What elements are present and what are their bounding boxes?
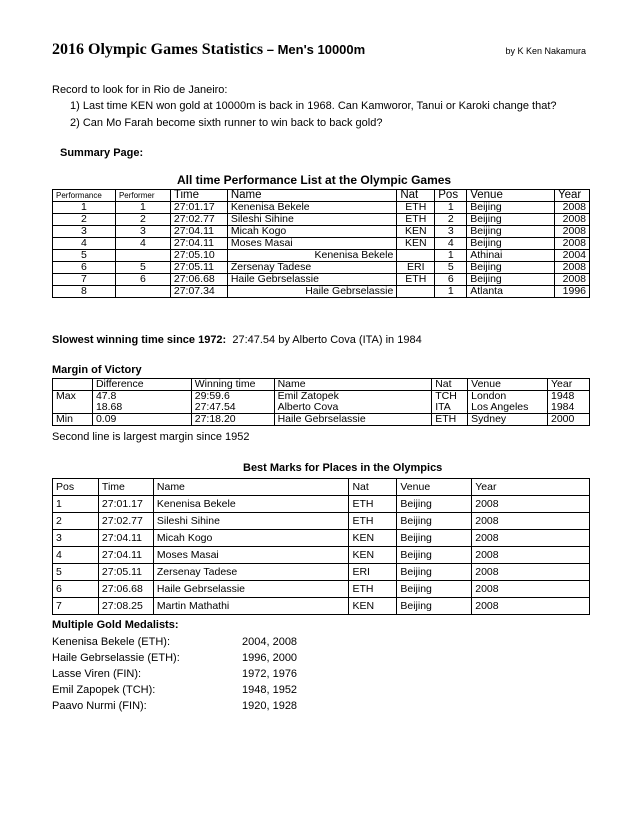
margin-min-nat: ETH: [432, 414, 468, 426]
gold-title: Multiple Gold Medalists:: [52, 619, 179, 631]
margin-min-name: Haile Gebrselassie: [274, 414, 432, 426]
cell-venue: Beijing: [467, 274, 555, 286]
cell-name: Sileshi Sihine: [153, 513, 349, 530]
col-venue: Venue: [467, 190, 555, 202]
cell-nat: ETH: [349, 496, 397, 513]
cell-nat: ERI: [397, 262, 435, 274]
cell-performer: 3: [115, 226, 170, 238]
gold-years: 1920, 1928: [242, 700, 298, 712]
cell-time: 27:06.68: [170, 274, 227, 286]
cell-pos: 1: [435, 202, 467, 214]
cell-pos: 6: [435, 274, 467, 286]
slowest-label: Slowest winning time since 1972:: [52, 334, 227, 346]
col-performer: Performer: [115, 190, 170, 202]
cell-pos: 3: [435, 226, 467, 238]
table-row: [53, 250, 590, 262]
cell-nat: [397, 250, 435, 262]
margin-col-nat: Nat: [432, 379, 468, 391]
margin-col-blank: [53, 379, 93, 391]
cell-venue: Beijing: [467, 202, 555, 214]
cell-name: Kenenisa Bekele: [227, 250, 396, 262]
cell-year: 2008: [472, 598, 590, 615]
cell-nat: ETH: [397, 214, 435, 226]
cell-year: 2008: [554, 274, 589, 286]
cell-name: Kenenisa Bekele: [227, 202, 396, 214]
list-item: [52, 700, 298, 712]
gold-years: 1948, 1952: [242, 684, 298, 696]
cell-time: 27:04.11: [170, 226, 227, 238]
cell-nat: ETH: [397, 202, 435, 214]
cell-pos: 7: [53, 598, 99, 615]
slowest-value: 27:47.54 by Alberto Cova (ITA) in 1984: [232, 334, 422, 346]
cell-time: 27:06.68: [98, 581, 153, 598]
cell-line: 29:59.6: [194, 390, 230, 402]
cell-line: ITA: [435, 401, 451, 413]
table-row: [53, 274, 590, 286]
cell-venue: Beijing: [467, 214, 555, 226]
best-col-time: Time: [98, 479, 153, 496]
cell-year: 2008: [472, 530, 590, 547]
cell-time: 27:05.11: [98, 564, 153, 581]
margin-col-year: Year: [548, 379, 590, 391]
cell-performance: 1: [53, 202, 116, 214]
cell-performance: 7: [53, 274, 116, 286]
cell-performer: 1: [115, 202, 170, 214]
col-year: Year: [554, 190, 589, 202]
cell-time: 27:02.77: [98, 513, 153, 530]
cell-pos: 1: [435, 286, 467, 298]
cell-name: Micah Kogo: [227, 226, 396, 238]
margin-col-venue: Venue: [468, 379, 548, 391]
table-row: [53, 286, 590, 298]
cell-line: Emil Zatopek: [277, 390, 339, 402]
cell-name: Micah Kogo: [153, 530, 349, 547]
gold-athlete: Haile Gebrselassie (ETH):: [52, 652, 180, 664]
margin-min-time: 27:18.20: [191, 414, 274, 426]
best-table: [52, 478, 590, 615]
cell-nat: KEN: [349, 530, 397, 547]
table-row: [53, 530, 590, 547]
cell-name: Martin Mathathi: [153, 598, 349, 615]
margin-min-row: [53, 414, 590, 426]
table-row: [53, 496, 590, 513]
intro-lead: Record to look for in Rio de Janeiro:: [52, 84, 228, 96]
cell-time: 27:05.10: [170, 250, 227, 262]
cell-line: 1948: [551, 390, 575, 402]
list-item: [52, 684, 298, 696]
cell-pos: 3: [53, 530, 99, 547]
best-col-year: Year: [472, 479, 590, 496]
margin-max-venue: [468, 391, 548, 414]
cell-year: 2008: [472, 496, 590, 513]
cell-line: 27:47.54: [194, 401, 236, 413]
best-col-name: Name: [153, 479, 349, 496]
margin-max-time: [191, 391, 274, 414]
cell-name: Moses Masai: [227, 238, 396, 250]
gold-athlete: Paavo Nurmi (FIN):: [52, 700, 147, 712]
intro-item-2: 2) Can Mo Farah become sixth runner to win back to back gold?: [70, 117, 383, 129]
table-row: [53, 226, 590, 238]
cell-time: 27:01.17: [98, 496, 153, 513]
cell-venue: Beijing: [467, 262, 555, 274]
perf-header-row: [53, 190, 590, 202]
cell-venue: Beijing: [397, 598, 472, 615]
list-item: [52, 636, 298, 648]
cell-line: TCH: [435, 390, 457, 402]
cell-line: Los Angeles: [471, 401, 529, 413]
margin-max-label: Max: [53, 391, 93, 414]
cell-venue: Beijing: [467, 226, 555, 238]
byline: by K Ken Nakamura: [505, 46, 586, 56]
margin-header-row: [53, 379, 590, 391]
title-main: 2016 Olympic Games Statistics: [52, 41, 264, 58]
gold-athlete: Lasse Viren (FIN):: [52, 668, 142, 680]
cell-venue: Atlanta: [467, 286, 555, 298]
table-row: [53, 547, 590, 564]
margin-min-difference: 0.09: [92, 414, 191, 426]
cell-line: 1984: [551, 401, 575, 413]
margin-note: Second line is largest margin since 1952: [52, 431, 250, 443]
cell-performance: 4: [53, 238, 116, 250]
cell-pos: 1: [435, 250, 467, 262]
cell-venue: Beijing: [397, 581, 472, 598]
cell-venue: Beijing: [397, 513, 472, 530]
title-dash: –: [263, 42, 278, 57]
cell-nat: KEN: [397, 226, 435, 238]
cell-venue: Beijing: [397, 530, 472, 547]
cell-nat: KEN: [349, 547, 397, 564]
cell-nat: [397, 286, 435, 298]
cell-year: 2008: [472, 513, 590, 530]
best-col-nat: Nat: [349, 479, 397, 496]
cell-performance: 2: [53, 214, 116, 226]
cell-time: 27:01.17: [170, 202, 227, 214]
cell-year: 2008: [554, 238, 589, 250]
gold-years: 1972, 1976: [242, 668, 298, 680]
cell-time: 27:07.34: [170, 286, 227, 298]
title-event: Men's 10000m: [277, 42, 366, 57]
cell-time: 27:04.11: [170, 238, 227, 250]
perf-title: All time Performance List at the Olympic Games: [177, 173, 452, 187]
best-header-row: [53, 479, 590, 496]
cell-time: 27:08.25: [98, 598, 153, 615]
cell-performer: 2: [115, 214, 170, 226]
col-name: Name: [227, 190, 396, 202]
table-row: [53, 202, 590, 214]
gold-athlete: Kenenisa Bekele (ETH):: [52, 636, 170, 648]
cell-nat: ETH: [349, 581, 397, 598]
cell-line: 18.68: [95, 401, 123, 413]
table-row: [53, 564, 590, 581]
perf-table: [52, 189, 590, 298]
col-time: Time: [170, 190, 227, 202]
cell-pos: 4: [435, 238, 467, 250]
margin-col-time: Winning time: [191, 379, 274, 391]
cell-performance: 3: [53, 226, 116, 238]
cell-name: Haile Gebrselassie: [227, 286, 396, 298]
page-title: [52, 41, 365, 59]
slowest-line: [52, 334, 422, 346]
margin-max-row: [53, 391, 590, 414]
cell-time: 27:04.11: [98, 530, 153, 547]
cell-year: 2008: [554, 214, 589, 226]
margin-max-name: [274, 391, 432, 414]
cell-pos: 2: [53, 513, 99, 530]
margin-title: Margin of Victory: [52, 364, 142, 376]
cell-pos: 5: [53, 564, 99, 581]
cell-year: 2008: [554, 202, 589, 214]
best-title: Best Marks for Places in the Olympics: [243, 462, 443, 474]
margin-max-difference: [92, 391, 191, 414]
cell-line: Alberto Cova: [277, 401, 339, 413]
summary-heading: Summary Page:: [60, 147, 144, 159]
cell-year: 2008: [472, 581, 590, 598]
cell-time: 27:04.11: [98, 547, 153, 564]
cell-nat: ETH: [397, 274, 435, 286]
margin-col-difference: Difference: [92, 379, 191, 391]
cell-year: 1996: [554, 286, 589, 298]
cell-name: Haile Gebrselassie: [153, 581, 349, 598]
cell-name: Zersenay Tadese: [227, 262, 396, 274]
margin-col-name: Name: [274, 379, 432, 391]
margin-min-year: 2000: [548, 414, 590, 426]
cell-time: 27:02.77: [170, 214, 227, 226]
margin-min-venue: Sydney: [468, 414, 548, 426]
cell-line: London: [471, 390, 507, 402]
cell-name: Haile Gebrselassie: [227, 274, 396, 286]
cell-venue: Beijing: [467, 238, 555, 250]
table-row: [53, 598, 590, 615]
table-row: [53, 238, 590, 250]
gold-athlete: Emil Zapopek (TCH):: [52, 684, 156, 696]
col-performance: Performance: [53, 190, 116, 202]
cell-performer: [115, 286, 170, 298]
cell-venue: Beijing: [397, 496, 472, 513]
cell-performance: 5: [53, 250, 116, 262]
cell-performer: 4: [115, 238, 170, 250]
cell-nat: ERI: [349, 564, 397, 581]
cell-performance: 6: [53, 262, 116, 274]
table-row: [53, 262, 590, 274]
list-item: [52, 668, 298, 680]
cell-time: 27:05.11: [170, 262, 227, 274]
cell-pos: 4: [53, 547, 99, 564]
gold-years: 2004, 2008: [242, 636, 298, 648]
best-col-venue: Venue: [397, 479, 472, 496]
gold-years: 1996, 2000: [242, 652, 298, 664]
cell-line: 47.8: [95, 390, 117, 402]
margin-min-label: Min: [53, 414, 93, 426]
margin-max-year: [548, 391, 590, 414]
best-col-pos: Pos: [53, 479, 99, 496]
cell-year: 2008: [472, 547, 590, 564]
intro-item-1: 1) Last time KEN won gold at 10000m is back in 1968. Can Kamworor, Tanui or Karoki change that?: [70, 100, 557, 112]
col-pos: Pos: [435, 190, 467, 202]
cell-nat: ETH: [349, 513, 397, 530]
list-item: [52, 652, 298, 664]
cell-year: 2004: [554, 250, 589, 262]
margin-max-nat: [432, 391, 468, 414]
col-nat: Nat: [397, 190, 435, 202]
cell-year: 2008: [554, 262, 589, 274]
cell-name: Moses Masai: [153, 547, 349, 564]
table-row: [53, 214, 590, 226]
cell-nat: KEN: [349, 598, 397, 615]
cell-nat: KEN: [397, 238, 435, 250]
cell-name: Sileshi Sihine: [227, 214, 396, 226]
cell-venue: Beijing: [397, 547, 472, 564]
cell-pos: 5: [435, 262, 467, 274]
cell-performer: 5: [115, 262, 170, 274]
cell-performer: [115, 250, 170, 262]
table-row: [53, 513, 590, 530]
table-row: [53, 581, 590, 598]
cell-name: Kenenisa Bekele: [153, 496, 349, 513]
cell-performer: 6: [115, 274, 170, 286]
cell-year: 2008: [472, 564, 590, 581]
margin-table: [52, 378, 590, 426]
cell-venue: Athinai: [467, 250, 555, 262]
cell-pos: 6: [53, 581, 99, 598]
cell-pos: 2: [435, 214, 467, 226]
cell-pos: 1: [53, 496, 99, 513]
cell-venue: Beijing: [397, 564, 472, 581]
cell-name: Zersenay Tadese: [153, 564, 349, 581]
cell-year: 2008: [554, 226, 589, 238]
cell-performance: 8: [53, 286, 116, 298]
